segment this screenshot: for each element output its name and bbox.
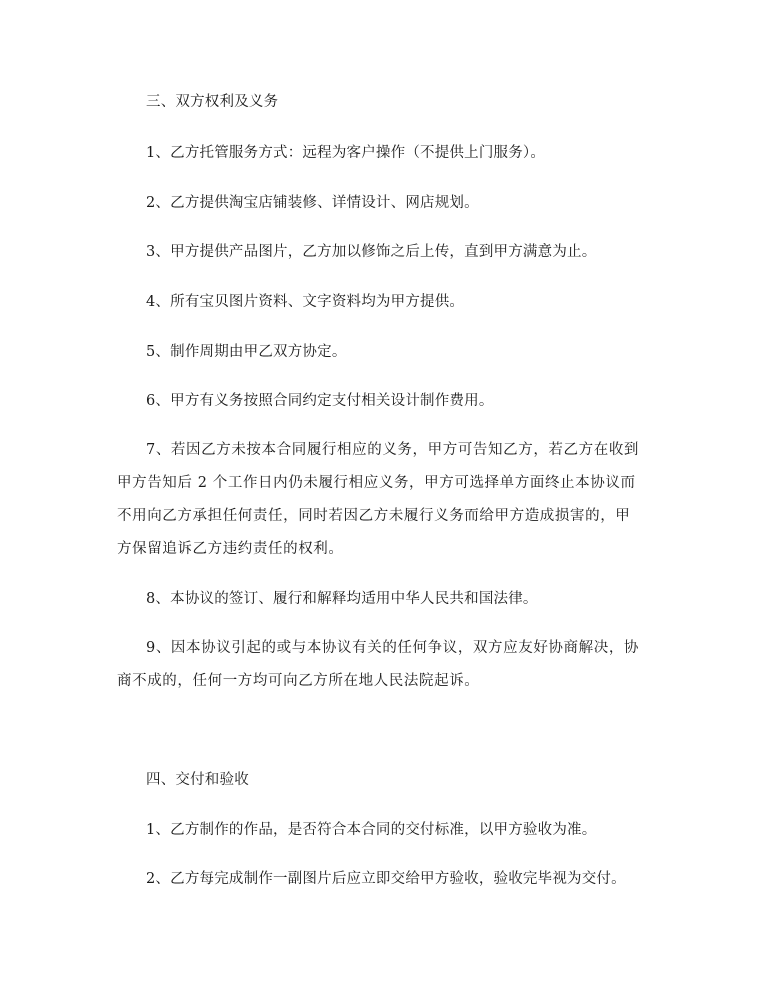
section-3-item-5: 5、制作周期由甲乙双方协定。 (146, 344, 347, 360)
section-4-item-2: 2、乙方每完成制作一副图片后应立即交给甲方验收，验收完毕视为交付。 (146, 871, 626, 887)
section-3-item-7-line-2: 甲方告知后 2 个工作日内仍未履行相应义务，甲方可选择单方面终止本协议而 (117, 475, 636, 491)
section-3-item-9-line-2: 商不成的，任何一方均可向乙方所在地人民法院起诉。 (117, 673, 480, 689)
section-3-item-9-line-1: 9、因本协议引起的或与本协议有关的任何争议，双方应友好协商解决，协 (146, 640, 640, 656)
section-3-item-7-line-3: 不用向乙方承担任何责任，同时若因乙方未履行义务而给甲方造成损害的，甲 (117, 508, 631, 524)
section-3-item-4: 4、所有宝贝图片资料、文字资料均为甲方提供。 (146, 294, 465, 310)
section-3-item-2: 2、乙方提供淘宝店铺装修、详情设计、网店规划。 (146, 195, 479, 211)
section-3-item-6: 6、甲方有义务按照合同约定支付相关设计制作费用。 (146, 393, 494, 409)
section-3-item-1: 1、乙方托管服务方式：远程为客户操作（不提供上门服务）。 (146, 145, 546, 161)
section-4-heading: 四、交付和验收 (146, 772, 249, 788)
section-3-item-7-line-1: 7、若因乙方未按本合同履行相应的义务，甲方可告知乙方，若乙方在收到 (146, 442, 640, 458)
section-3-item-8: 8、本协议的签订、履行和解释均适用中华人民共和国法律。 (146, 591, 538, 607)
section-3-item-7-line-4: 方保留追诉乙方违约责任的权利。 (117, 541, 344, 557)
section-3-item-3: 3、甲方提供产品图片，乙方加以修饰之后上传，直到甲方满意为止。 (146, 244, 597, 260)
section-3-heading: 三、双方权利及义务 (146, 94, 279, 110)
section-4-item-1: 1、乙方制作的作品，是否符合本合同的交付标准，以甲方验收为准。 (146, 822, 597, 838)
